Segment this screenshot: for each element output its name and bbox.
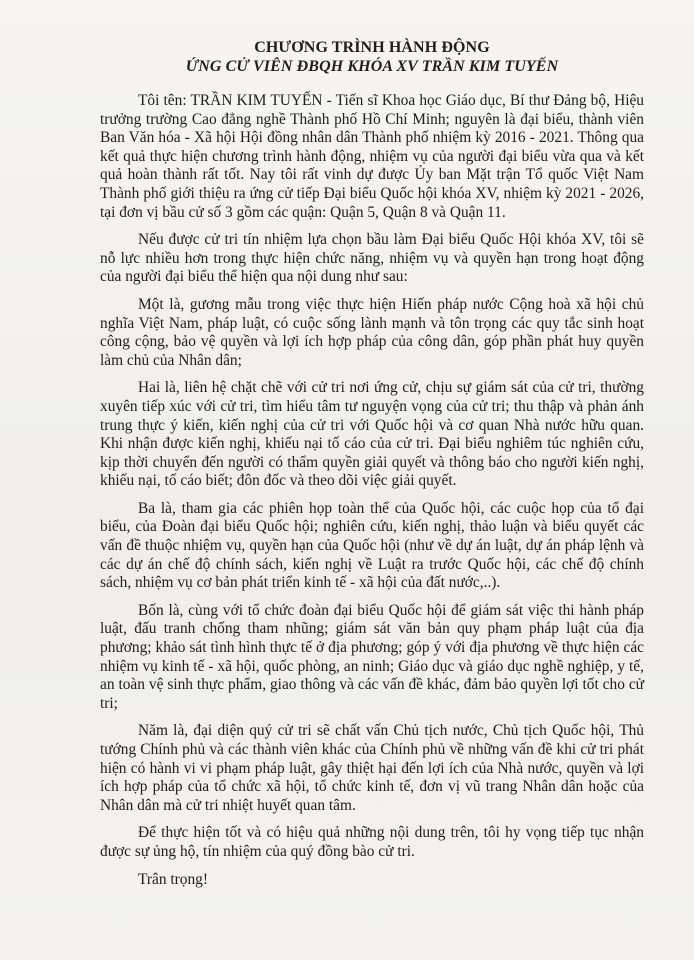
paragraph-intro: Tôi tên: TRẦN KIM TUYẾN - Tiến sĩ Khoa học Giáo dục, Bí thư Đảng bộ, Hiệu trưởng trường Cao đẳng nghề Thành phố Hồ Chí Minh; nguyên là đại biểu, thành viên Ban Văn hóa - Xã hội Hội đồng nhân dân Thành phố nhiệm kỳ 2016 - 2021. Thông qua kết quả thực hiện chương trình hành động, nhiệm vụ của người đại biểu vừa qua và kết quả hoàn thành rất tốt. Nay tôi rất vinh dự được Ủy ban Mặt trận Tổ quốc Việt Nam Thành phố giới thiệu ra ứng cử tiếp Đại biểu Quốc hội khóa XV, nhiệm kỳ 2021 - 2026, tại đơn vị bầu cử số 3 gồm các quận: Quận 5, Quận 8 và Quận 11. <box>100 92 644 221</box>
paragraph-three: Ba là, tham gia các phiên họp toàn thể của Quốc hội, các cuộc họp của tổ đại biểu, của Đoàn đại biểu Quốc hội; nghiên cứu, kiến nghị, thảo luận và biểu quyết các vấn đề thuộc nhiệm vụ, quyền hạn của Quốc hội (như về dự án luật, dự án pháp lệnh và các dự án chế độ chính sách, kiến nghị về Luật ra trước Quốc hội, các chế độ chính sách, nhiệm vụ cơ bản phát triển kinh tế - xã hội của đất nước,..). <box>100 499 644 592</box>
paragraph-conclusion: Để thực hiện tốt và có hiệu quả những nội dung trên, tôi hy vọng tiếp tục nhận được sự ủng hộ, tín nhiệm của quý đồng bào cử tri. <box>100 824 644 860</box>
title-line-1: CHƯƠNG TRÌNH HÀNH ĐỘNG <box>254 39 490 56</box>
closing-text: Trân trọng! <box>138 870 208 888</box>
title-line-2: ỨNG CỬ VIÊN ĐBQH KHÓA XV TRẦN KIM TUYẾN <box>185 58 559 75</box>
paragraph-four: Bốn là, cùng với tổ chức đoàn đại biểu Quốc hội để giám sát việc thi hành pháp luật, đấu tranh chống tham nhũng; giám sát văn bản quy phạm pháp luật của địa phương; khảo sát tình hình thực tế ở địa phương; góp ý với địa phương về thực hiện các nhiệm vụ kinh tế - xã hội, quốc phòng, an ninh; Giáo dục và giáo dục nghề nghiệp, y tế, an toàn vệ sinh thực phẩm, giao thông và các vấn đề khác, đảm bảo quyền lợi tốt cho cử tri; <box>100 601 644 712</box>
document-body <box>100 92 644 889</box>
paragraph-one: Một là, gương mẫu trong việc thực hiện Hiến pháp nước Cộng hoà xã hội chủ nghĩa Việt Nam, pháp luật, có cuộc sống lành mạnh và tôn trọng các quy tắc sinh hoạt công cộng, bảo vệ quyền và lợi ích hợp pháp của công dân, góp phần phát huy quyền làm chủ của Nhân dân; <box>100 295 644 369</box>
paragraph-commitment: Nếu được cử tri tín nhiệm lựa chọn bầu làm Đại biểu Quốc Hội khóa XV, tôi sẽ nỗ lực nhiều hơn trong thực hiện chức năng, nhiệm vụ và quyền hạn trong hoạt động của người đại biểu thể hiện qua nội dung như sau: <box>100 231 644 286</box>
paragraph-two: Hai là, liên hệ chặt chẽ với cử tri nơi ứng cử, chịu sự giám sát của cử tri, thường xuyên tiếp xúc với cử tri, tìm hiểu tâm tư nguyện vọng của cử tri; thu thập và phản ánh trung thực ý kiến, kiến nghị của cử tri với Quốc hội và cơ quan Nhà nước hữu quan. Khi nhận được kiến nghị, khiếu nại tố cáo của cử tri. Đại biểu nghiêm túc nghiên cứu, kịp thời chuyển đến người có thẩm quyền giải quyết và thông báo cho người kiến nghị, khiếu nại, tố cáo biết; đôn đốc và theo dõi việc giải quyết. <box>100 379 644 490</box>
document-title <box>100 38 644 76</box>
paragraph-five: Năm là, đại diện quý cử tri sẽ chất vấn Chủ tịch nước, Chủ tịch Quốc hội, Thủ tướng Chính phủ và các thành viên khác của Chính phủ về những vấn đề khi cử tri phát hiện có hành vi vi phạm pháp luật, gây thiệt hại đến lợi ích của Nhà nước, quyền và lợi ích hợp pháp của tổ chức xã hội, tổ chức kinh tế, đơn vị vũ trang Nhân dân hoặc của Nhân dân mà cử tri nhiệt huyết quan tâm. <box>100 722 644 814</box>
